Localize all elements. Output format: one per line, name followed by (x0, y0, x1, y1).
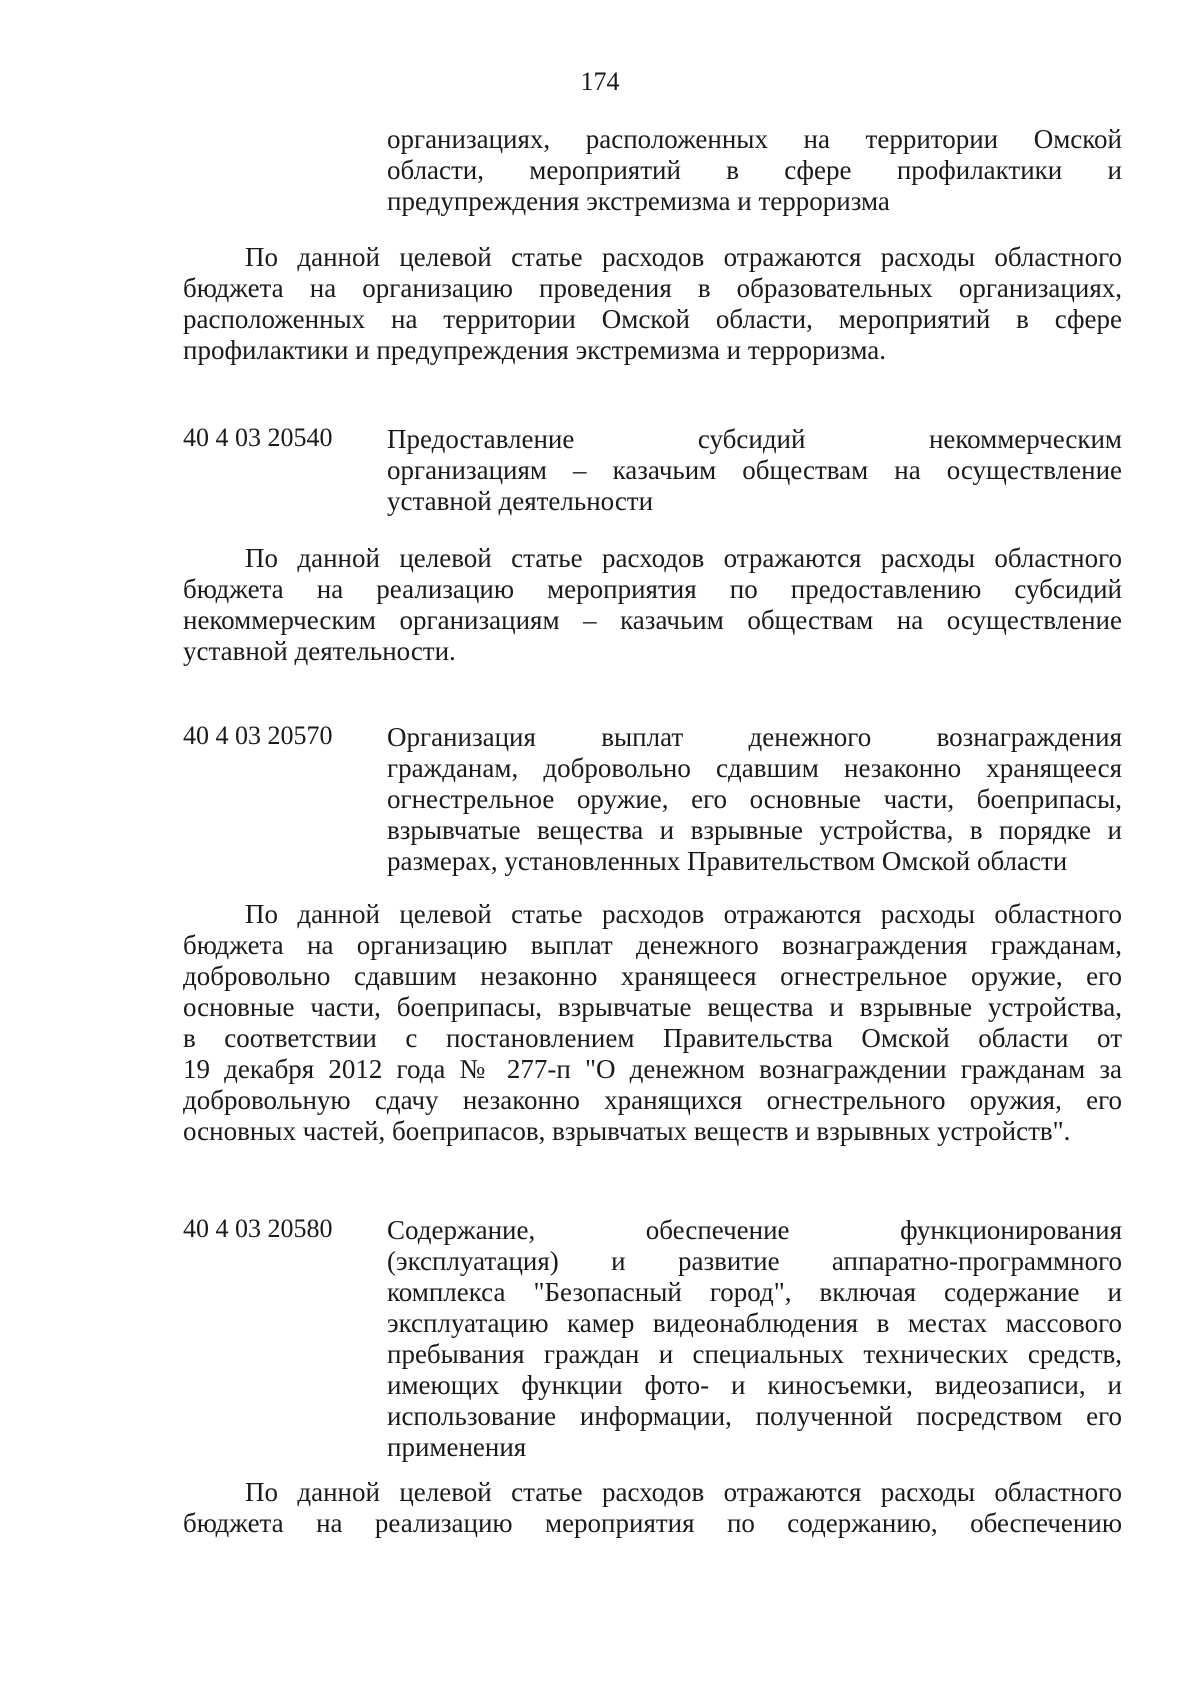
paragraph-line: основных частей, боеприпасов, взрывчатых веществ и взрывных устройств". (183, 1116, 1071, 1146)
article-title (387, 1215, 1122, 1463)
paragraph-line: некоммерческим организациям – казачьим обществам на осуществление (183, 605, 1122, 635)
paragraph-line: бюджета на организацию проведения в образовательных организациях, (183, 273, 1122, 303)
title-line: организациям – казачьим обществам на осуществление (387, 455, 1122, 485)
paragraph-line: По данной целевой статье расходов отражаются расходы областного (245, 1477, 1122, 1507)
paragraph-line: 19 декабря 2012 года № 277-п "О денежном вознаграждении гражданам за (183, 1054, 1122, 1084)
budget-code: 40 4 03 20570 (183, 721, 333, 750)
title-line: взрывчатые вещества и взрывные устройства, в порядке и (387, 815, 1122, 845)
title-line: имеющих функции фото- и киносъемки, видеозаписи, и (387, 1370, 1122, 1400)
budget-code: 40 4 03 20540 (183, 423, 333, 452)
paragraph-line: По данной целевой статье расходов отражаются расходы областного (245, 899, 1122, 929)
paragraph-line: По данной целевой статье расходов отражаются расходы областного (245, 242, 1122, 272)
paragraph-line: бюджета на реализацию мероприятия по предоставлению субсидий (183, 574, 1122, 604)
description-paragraph (183, 242, 1122, 366)
article-title (387, 424, 1122, 517)
title-line: Предоставление субсидий некоммерческим (387, 424, 1122, 454)
paragraph-line: профилактики и предупреждения экстремизма и терроризма. (183, 335, 887, 365)
title-line: эксплуатацию камер видеонаблюдения в местах массового (387, 1308, 1122, 1338)
paragraph-line: добровольно сдавшим незаконно хранящееся огнестрельное оружие, его (183, 961, 1122, 991)
title-line: организациях, расположенных на территории Омской (387, 124, 1122, 154)
paragraph-line: бюджета на организацию выплат денежного вознаграждения гражданам, (183, 930, 1122, 960)
title-line: применения (387, 1432, 527, 1462)
paragraph-line: основные части, боеприпасы, взрывчатые вещества и взрывные устройства, (183, 992, 1122, 1022)
article-title (387, 124, 1122, 217)
title-line: Организация выплат денежного вознаграждения (387, 722, 1122, 752)
title-line: использование информации, полученной посредством его (387, 1401, 1122, 1431)
title-line: области, мероприятий в сфере профилактики и (387, 155, 1122, 185)
title-line: размерах, установленных Правительством Омской области (387, 846, 1068, 876)
paragraph-line: По данной целевой статье расходов отражаются расходы областного (245, 543, 1122, 573)
title-line: гражданам, добровольно сдавшим незаконно хранящееся (387, 753, 1122, 783)
page-number: 174 (580, 67, 620, 96)
paragraph-line: в соответствии с постановлением Правительства Омской области от (183, 1023, 1122, 1053)
paragraph-line: бюджета на реализацию мероприятия по содержанию, обеспечению (183, 1508, 1122, 1538)
title-line: предупреждения экстремизма и терроризма (387, 186, 890, 216)
paragraph-line: уставной деятельности. (183, 636, 456, 666)
budget-code: 40 4 03 20580 (183, 1214, 333, 1243)
description-paragraph (183, 1477, 1122, 1539)
title-line: огнестрельное оружие, его основные части, боеприпасы, (387, 784, 1122, 814)
paragraph-line: расположенных на территории Омской области, мероприятий в сфере (183, 304, 1122, 334)
title-line: комплекса "Безопасный город", включая содержание и (387, 1277, 1122, 1307)
title-line: Содержание, обеспечение функционирования (387, 1215, 1122, 1245)
title-line: пребывания граждан и специальных технических средств, (387, 1339, 1122, 1369)
article-title (387, 722, 1122, 877)
paragraph-line: добровольную сдачу незаконно хранящихся огнестрельного оружия, его (183, 1085, 1122, 1115)
description-paragraph (183, 899, 1122, 1147)
description-paragraph (183, 543, 1122, 667)
title-line: (эксплуатация) и развитие аппаратно-программного (387, 1246, 1122, 1276)
title-line: уставной деятельности (387, 486, 654, 516)
